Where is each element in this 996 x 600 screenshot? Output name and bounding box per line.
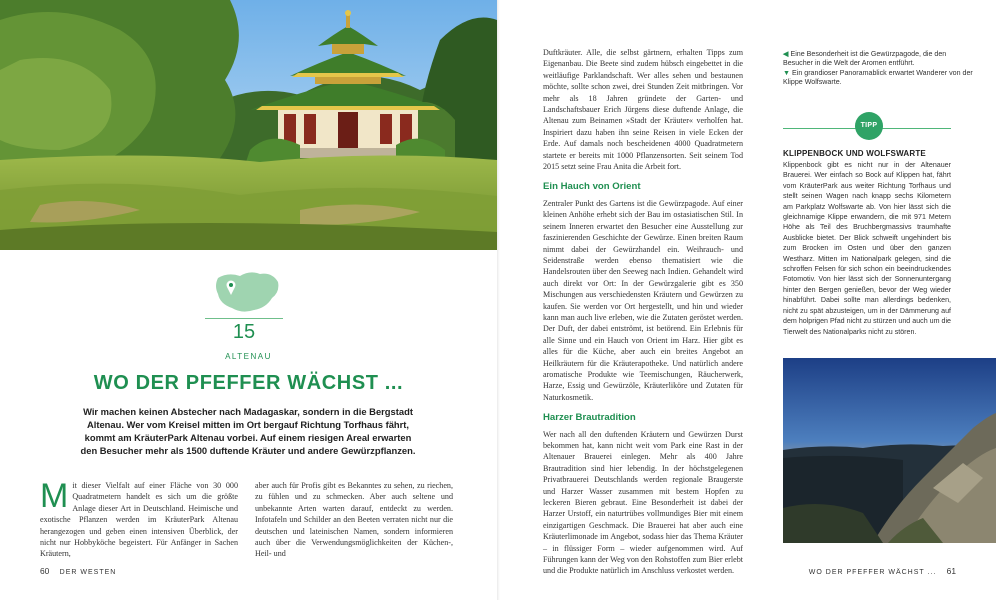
left-column-2: [255, 480, 453, 560]
footer-left: [40, 566, 116, 576]
page-number-left: 60: [40, 566, 50, 576]
body-paragraph: Mit dieser Vielfalt auf einer Fläche von 30 000 Quadratmetern handelt es sich um die größte Anlage dieser Art in Deutschland. Heimische und exotische Pflanzen werden im KräuterPark Altenau herangezogen und geben einen intensiven Überblick, der nicht nur Hobbyköche begeistert. Für Anfänger in Sachen Kräutern,: [40, 477, 238, 559]
body-paragraph: Wer nach all den duftenden Kräutern und Gewürzen Durst bekommen hat, kann nicht weit vom Park eine Rast in der Altenauer Brauerei einlegen. Mehr als 400 Jahre Brautradition sind hier lebendig. In der höchstgelegenen Privatbrauerei Deutschlands werden regionale Braugerste und Harzer Wasser zusammen mit bestem Hopfen zu leckeren Bieren gebraut. Eine Besonderheit ist dabei der Harzer Urstoff, ein naturtrübes vollmundiges Bier mit einem einzigartigen Geschmack. Die Brauerei hat aber auch eine Kräuterlimonade im Angebot, sodass hier das Thema Kräuter – in flüssiger Form – wieder aufgenommen wird. Auf Führungen kann der Weg von den Rohstoffen zum Bier erlebt und die Produkte natürlich im Anschluss verkostet werden.: [543, 429, 743, 576]
chapter-rule: [205, 318, 283, 319]
pagoda-illustration: [0, 0, 497, 250]
photo-captions: [783, 50, 978, 88]
left-column-1: [40, 477, 238, 560]
page-number-right: 61: [946, 566, 956, 576]
right-column-1: [543, 47, 743, 577]
arrow-left-icon: ◀: [783, 50, 789, 58]
footer-right: [809, 566, 956, 576]
body-paragraph: aber auch für Profis gibt es Bekanntes zu sehen, zu riechen, zu fühlen und zu schmecken. Aber auch seltene und unbekannte Arten warten darauf, entdeckt zu werden. Infotafeln und Schilder an den Beeten verraten nicht nur die deutschen und lateinischen Namen, sondern informieren auch über die Verwendungsmöglichkeiten der Küchen-, Heil- und: [255, 481, 453, 559]
gutter: [497, 0, 500, 600]
caption-wolfswarte: ▼ Ein grandioser Panoramablick erwartet Wanderer von der Klippe Wolfswarte.: [783, 68, 973, 87]
wolfswarte-photo: [783, 358, 996, 543]
chapter-title: WO DER PFEFFER WÄCHST ...: [93, 372, 404, 394]
running-head-right: WO DER PFEFFER WÄCHST ...: [808, 569, 937, 576]
tip-heading: KLIPPENBOCK UND WOLFSWARTE: [783, 149, 926, 158]
arrow-down-icon: ▼: [783, 68, 791, 77]
harz-map-icon: [214, 268, 282, 316]
body-paragraph: Zentraler Punkt des Gartens ist die Gewürzpagode. Auf einer kleinen Anhöhe erhebt sich der Bau im ostasiatischen Stil. In seinem Inneren erwartet den Besucher eine Ausstellung zur faszinierenden Geschichte der Gewürze. Einen breiten Raum nimmt dabei der Gewürzhandel ein. Weihrauch- und Seidenstraße werden ebenso thematisiert wie die Handelsrouten über den Seeweg nach Indien. Gehandelt wird auch direkt vor Ort: In der Gewürzgalerie gibt es 350 Mischungen aus verschiedensten Kräutern und Gewürzen zu kaufen. Sie werden vor Ort hergestellt, und hin und wieder kann man auch live erleben, wie die Zutaten geröstet werden. Der Duft, der dabei entströmt, ist betörend. Ein Erlebnis für alle Sinne und ein Hauch von Orient im Harz. Hier gibt es alles für die Küche, aber auch ein breites Angebot an Heilkräutern für die Kräuterapotheke. Und natürlich andere aromatische Produkte wie Teemischungen, Räucherwerk, Harze, Essig und Gewürzöle, Kräuterliköre und Zutaten für Naturkosmetik.: [543, 198, 743, 402]
subheading-orient: Ein Hauch von Orient: [543, 181, 641, 193]
subheading-brau: Harzer Brautradition: [543, 412, 636, 424]
place-name: ALTENAU: [225, 352, 272, 361]
pagoda-photo: [0, 0, 497, 250]
tip-badge: TIPP: [855, 112, 883, 140]
lead-paragraph: Wir machen keinen Abstecher nach Madagaskar, sondern in die Bergstadt Altenau. Wer vom Kreisel mitten im Ort bergauf Richtung Torfhaus fährt, kommt am KräuterPark Altenau vorbei. Auf einem riesigen Areal erwarten den Besucher mehr als 1500 duftende Kräuter und andere Gewürzpflanzen.: [80, 406, 416, 456]
body-paragraph: Duftkräuter. Alle, die selbst gärtnern, erhalten Tipps zum Eigenanbau. Die Beete sind zudem hübsch eingebettet in die weitläufige Parklandschaft. Wer alles sehen und bestaunen möchte, sollte schon zwei, drei Stunden Zeit mitbringen. Vor mehr als 18 Jahren gründete der Garten- und Landschaftsbauer Erich Jürgens diese duftende Anlage, die Altenau zum Beinamen »Stadt der Kräuter« verholfen hat. Inspiriert dazu haben ihn seine Reisen in viele Ecken der Erde. Auf damals noch bescheidenen 4000 Quadratmetern startete er bereits mit 1000 Pflanzensorten. Seit seinem Tod 2015 setzt seine Frau Anita die Arbeit fort.: [543, 48, 743, 172]
sunset-cliff-illustration: [783, 358, 996, 543]
running-head-left: DER WESTEN: [59, 569, 117, 576]
chapter-number: 15: [232, 321, 256, 343]
tip-text: Klippenbock gibt es nicht nur in der Altenauer Brauerei. Wer einfach so Bock auf Klippen hat, fährt vom KräuterPark aus weiter Richtung Torfhaus und stellt seinen Wagen nach knapp sechs Kilometern am Parkplatz Wolfswarte ab. Von hier lässt sich die gleichnamige Klippe erwandern, die mit 971 Metern Höhe als Teil des Bruchbergmassivs traumhafte Ausblicke bietet. Der Blick schweift ungehindert bis zum Brocken im Osten und über den ganzen Westharz. Mitten im Nationalpark gelegen, sind die schroffen Felsen für sich schon ein beeindruckendes Fotomotiv. Von hier lässt sich der Sonnenuntergang hinter den Bergen genießen, bevor der Weg wieder hinabführt. Dabei sollte man allerdings bedenken, nicht zu spät abzusteigen, um in der Dämmerung auf dem holprigen Pfad nicht zu stürzen und auch um die Tierwelt des Nationalparks nicht zu stören.: [783, 161, 951, 336]
caption-pagoda: ◀ Eine Besonderheit ist die Gewürzpagode, die den Besucher in die Welt der Aromen entführt.: [783, 50, 947, 68]
